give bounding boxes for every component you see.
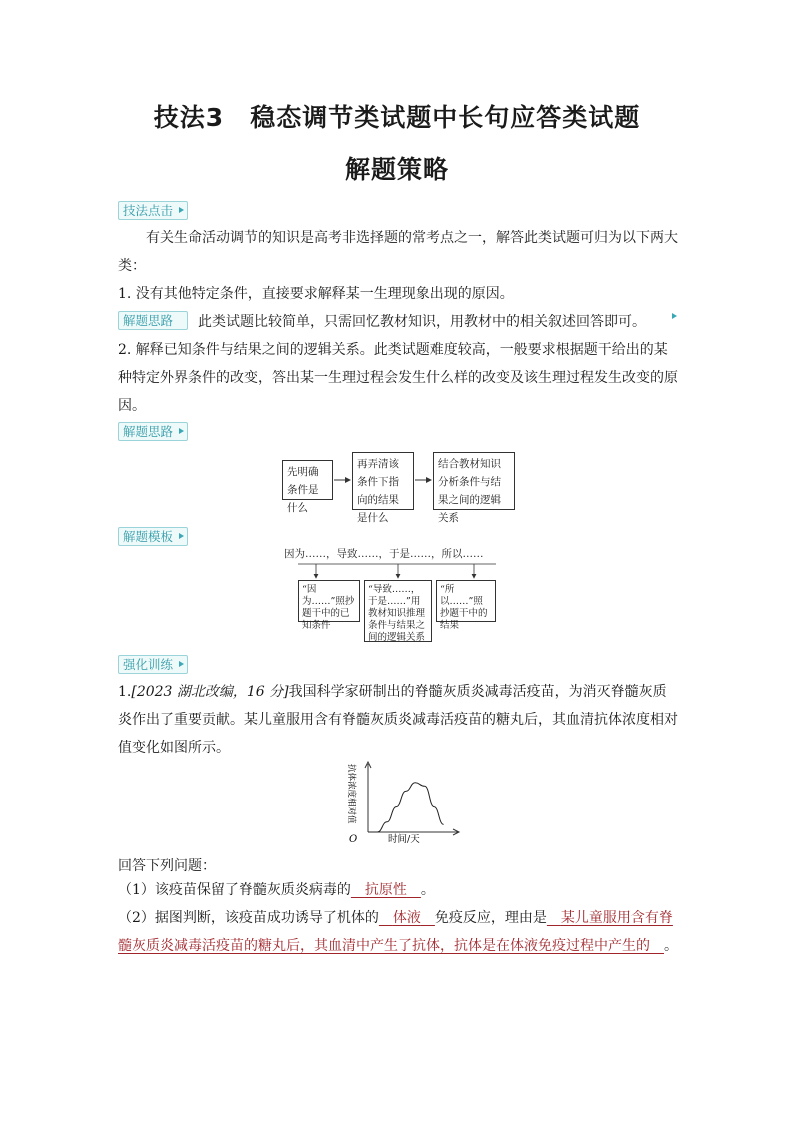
type1-tip-text: 此类试题比较简单，只需回忆教材知识，用教材中的相关叙述回答即可。 <box>198 314 647 330</box>
q2-answer-2: 某儿童服用含有脊髓灰质炎减毒活疫苗的糖丸后，其血清中产生了抗体，抗体是在体液免疫过程中产生的 <box>118 910 673 954</box>
flow-box-logic: 结合教材知识分析条件与结果之间的逻辑关系 <box>433 452 515 510</box>
type2-text: 2. 解释已知条件与结果之间的逻辑关系。此类试题难度较高，一般要求根据题干给出的某种特定外界条件的改变，答出某一生理过程会发生什么样的改变及该生理过程发生改变的原因。 <box>118 342 678 414</box>
tag-template: 解题模板 <box>118 527 188 546</box>
page-subtitle: 解题策略 <box>344 155 449 184</box>
q1-text: （1）该疫苗保留了脊髓灰质炎病毒的 <box>118 882 351 898</box>
question-stem <box>118 678 680 762</box>
chart-ylabel: 抗体浓度相对值 <box>346 764 356 824</box>
answer-prompt: 回答下列问题： <box>118 858 216 874</box>
tag-thinking-2: 解题思路 <box>118 422 188 441</box>
question-source: [2023 湖北改编，16 分] <box>131 684 289 700</box>
template-header: 因为……，导致……，于是……，所以…… <box>284 548 484 560</box>
type1-text: 1. 没有其他特定条件，直接要求解释某一生理现象出现的原因。 <box>118 286 514 302</box>
tag-skill-tip: 技法点击 <box>118 201 188 220</box>
chart-xlabel: 时间/天 <box>388 834 420 845</box>
q2-answer-1: 体液 <box>392 910 421 926</box>
question-number: 1. <box>118 684 132 700</box>
template-box-therefore: “所以……”照抄题干中的结果 <box>436 580 496 622</box>
tag-thinking-1: 解题思路 <box>118 311 188 330</box>
flow-box-condition: 先明确条件是什么 <box>282 460 333 500</box>
intro-paragraph: 有关生命活动调节的知识是高考非选择题的常考点之一，解答此类试题可归为以下两大类： <box>118 230 678 274</box>
q2-text: （2）据图判断，该疫苗成功诱导了机体的 <box>118 910 379 926</box>
chart-origin: O <box>349 834 358 845</box>
q2-mid-text: 免疫反应，理由是 <box>434 910 547 926</box>
page-title: 技法3 稳态调节类试题中长句应答类试题 <box>153 103 641 132</box>
tag-training: 强化训练 <box>118 655 188 674</box>
sub-question-1 <box>118 876 680 904</box>
sub-question-2 <box>118 904 680 960</box>
q1-end: 。 <box>420 882 435 898</box>
template-box-reasoning: “导致……，于是……”用教材知识推理条件与结果之间的逻辑关系 <box>364 580 432 642</box>
antibody-chart <box>335 758 465 848</box>
template-box-because: “因为……”照抄题干中的已知条件 <box>298 580 360 622</box>
q1-answer: 抗原性 <box>364 882 407 898</box>
chart-series-line <box>368 783 444 832</box>
question-stem-text: 我国科学家研制出的脊髓灰质炎减毒活疫苗，为消灭脊髓灰质炎作出了重要贡献。某儿童服用含有脊髓灰质炎减毒活疫苗的糖丸后，其血清抗体浓度相对值变化如图所示。 <box>118 684 678 756</box>
flow-box-result: 再弄清该条件下指向的结果是什么 <box>352 452 414 510</box>
q2-end: 。 <box>664 938 678 954</box>
